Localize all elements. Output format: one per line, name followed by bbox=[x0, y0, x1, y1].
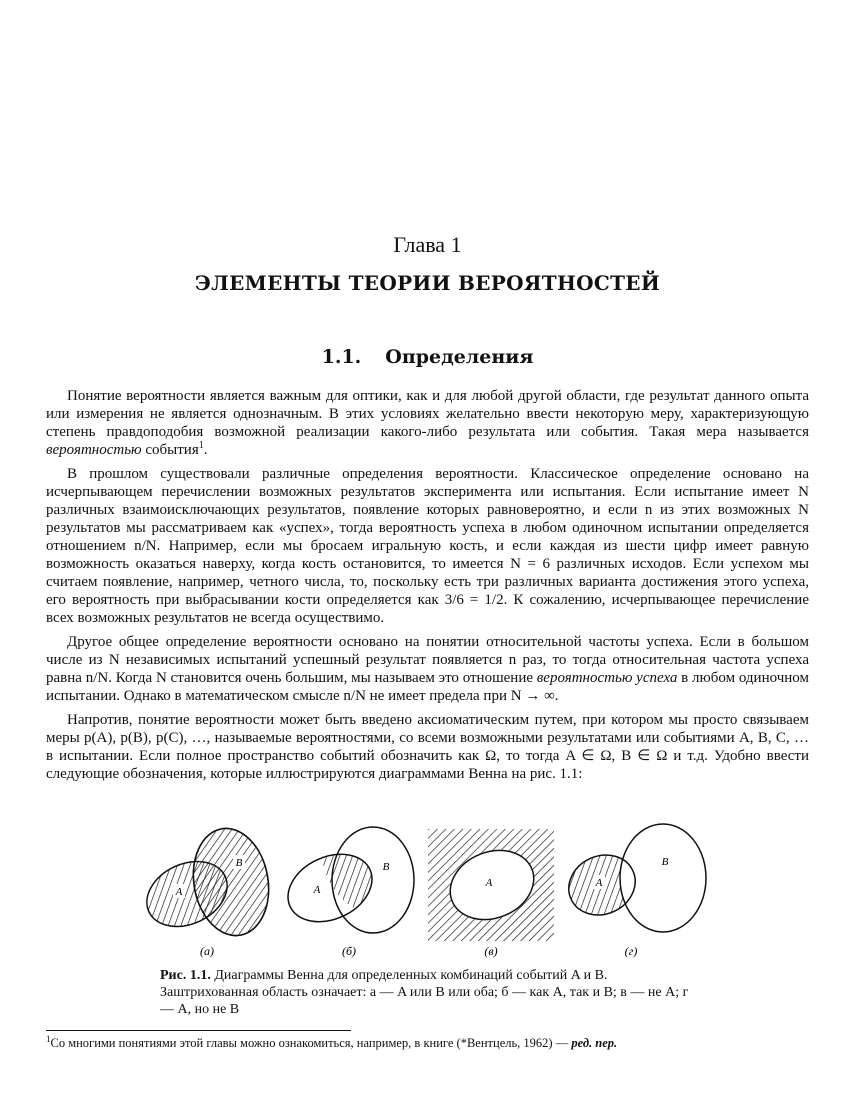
label-b: B bbox=[661, 856, 669, 868]
paragraph-3-text: Другое общее определение вероятности основано на понятии относительной частоты успеха. Если в большом числе из N независимых испытаний успешный результат появляется n раз, то тогда относительная частота успеха равна n/N. Когда N становится очень большим, мы называем это отношение bbox=[46, 634, 809, 686]
section-name: Определения bbox=[385, 346, 534, 368]
footnote-text: Со многими понятиями этой главы можно ознакомиться, например, в книге (*Вентцель, 1962) — bbox=[50, 1036, 572, 1050]
venn-diagram-a bbox=[136, 822, 277, 958]
footnote-editor-note: ред. пер. bbox=[571, 1036, 618, 1050]
paragraph-1-end: . bbox=[203, 442, 208, 458]
paragraph-1 bbox=[46, 387, 809, 459]
figure-caption-text: Диаграммы Венна для определенных комбинаций событий A и B. Заштрихованная область означает: а — A или B или оба; б — как A, так и B; в — не A; г — A, но не B bbox=[160, 968, 689, 1017]
paragraph-3 bbox=[46, 633, 809, 705]
venn-diagram-b bbox=[277, 827, 414, 958]
emphasis-success-probability: вероятностью успеха bbox=[536, 670, 678, 686]
venn-diagrams bbox=[130, 822, 730, 962]
footnote-mark: 1 bbox=[46, 1033, 51, 1044]
paragraph-2: В прошлом существовали различные определения вероятности. Классическое определение основано на исчерпывающем перечислении возможных результатов эксперимента или испытания. Если испытание имеет N различных взаимоисключающих результатов, появление которых равновероятно, и если n из этих возможных N результатов мы рассматриваем как «успех», тогда вероятность успеха в любом одиночном испытании определяется отношением n/N. Например, если мы бросаем игральную кость, и если каждая из шести цифр имеет равную возможность оказаться наверху, когда кость остановится, то имеется N = 6 различных исходов. Если успехом мы считаем появление, например, четного числа, то, поскольку есть три различных варианта достижения этого успеха, его вероятность при выбрасывании кости определяется как 3/6 = 1/2. К сожалению, исчерпывающее перечисление всех возможных результатов не всегда осуществимо. bbox=[46, 466, 809, 626]
venn-figure bbox=[130, 822, 730, 962]
paragraph-1-text-2: события bbox=[141, 442, 199, 458]
diagram-caption: (б) bbox=[341, 944, 357, 958]
paragraph-3-text-2: в любом одиночном испытании. Однако в математическом смысле n/N не имеет предела при N → ∞. bbox=[46, 670, 809, 704]
paragraph-4: Напротив, понятие вероятности может быть введено аксиоматическим путем, при котором мы просто связываем меры p(A), p(B), p(C), …, называемые вероятностями, со всеми возможными результатами или событиями A, B, C, … в испытании. Если полное пространство событий обозначить как Ω, то тогда A ∈ Ω, B ∈ Ω и т.д. Удобно ввести следующие обозначения, которые иллюстрируются диаграммами Венна на рис. 1.1: bbox=[46, 712, 809, 782]
section-number: 1.1. bbox=[321, 346, 362, 368]
footnote-divider bbox=[46, 1030, 351, 1031]
section-title bbox=[0, 346, 855, 368]
label-a: A bbox=[313, 884, 321, 896]
diagram-caption: (а) bbox=[200, 944, 214, 958]
emphasis-probability: вероятностью bbox=[46, 442, 142, 458]
venn-diagram-c bbox=[428, 829, 554, 958]
label-b: B bbox=[235, 857, 243, 869]
figure-caption-label: Рис. 1.1. bbox=[160, 968, 211, 983]
chapter-label: Глава 1 bbox=[393, 232, 462, 257]
label-a: A bbox=[175, 886, 183, 898]
diagram-caption: (в) bbox=[484, 944, 498, 958]
body-text bbox=[46, 387, 809, 789]
footnote bbox=[46, 1033, 809, 1051]
figure-caption bbox=[160, 967, 700, 1018]
label-a: A bbox=[595, 877, 603, 889]
label-b: B bbox=[382, 861, 390, 873]
footnote-ref[interactable]: 1 bbox=[198, 440, 204, 451]
chapter-title: ЭЛЕМЕНТЫ ТЕОРИИ ВЕРОЯТНОСТЕЙ bbox=[194, 271, 661, 295]
diagram-caption: (г) bbox=[624, 944, 638, 958]
paragraph-1-text: Понятие вероятности является важным для оптики, как и для любой другой области, где результат данного опыта или измерения не является однозначным. В этих условиях желательно ввести некоторую меру, характеризующую степень правдоподобия возможной реализации какого-либо результата или события. Такая мера называется bbox=[46, 388, 809, 440]
venn-diagram-d bbox=[559, 824, 706, 958]
label-a: A bbox=[485, 877, 493, 889]
